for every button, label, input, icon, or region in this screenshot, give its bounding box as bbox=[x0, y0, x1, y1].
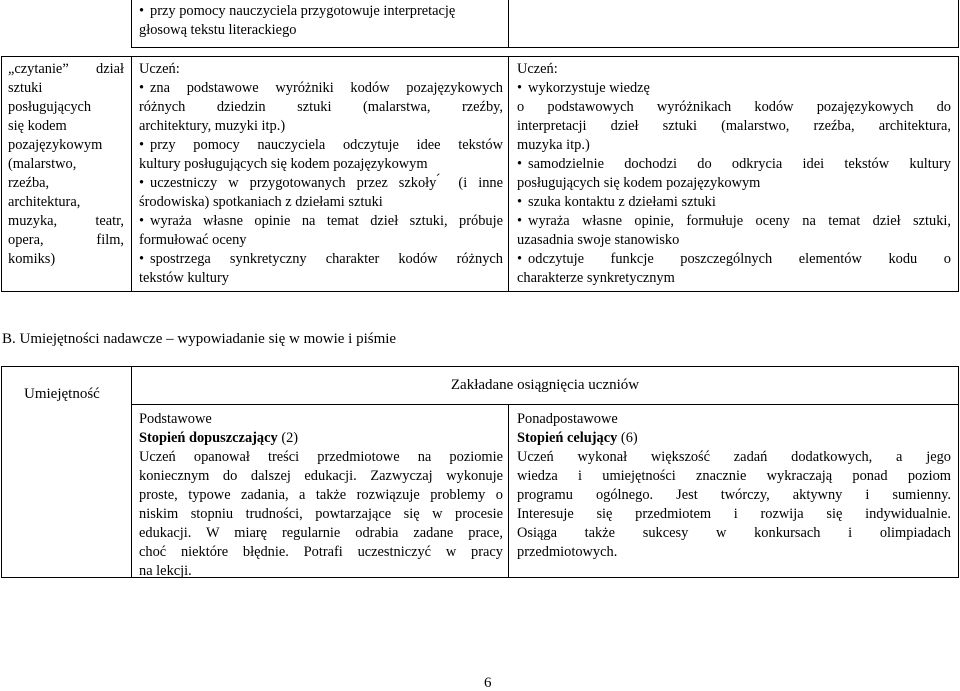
col2-line: tekstów kultury bbox=[139, 270, 229, 286]
right-grade-number: (6) bbox=[617, 430, 638, 446]
right-line: Uczeń wykonał większość zadań dodatkowych, a jego bbox=[517, 449, 951, 465]
left-grade-name: Stopień dopuszczający bbox=[139, 430, 278, 446]
col1-line: sztuki bbox=[8, 80, 43, 96]
col1-line: architektura, bbox=[8, 194, 81, 210]
left-line: Uczeń opanował treści przedmiotowe na poziomie bbox=[139, 449, 503, 465]
col2-bullet: • spostrzega synkretyczny charakter kodów różnych bbox=[139, 250, 503, 269]
col1-line: „czytanie” dział bbox=[8, 61, 124, 77]
page-number: 6 bbox=[484, 675, 492, 691]
col1-line: komiks) bbox=[8, 251, 56, 267]
col3-line: muzyka itp.) bbox=[517, 137, 590, 153]
right-line: Interesuje się przedmiotem i rozwija się indywidualnie. bbox=[517, 506, 951, 522]
col1-line: rzeźba, bbox=[8, 175, 50, 191]
right-level: Ponadpostawowe bbox=[517, 411, 618, 427]
col3-line: charakterze synkretycznym bbox=[517, 270, 675, 286]
col1-line: pozajęzykowym bbox=[8, 137, 103, 153]
table-b-col1-header: Umiejętność bbox=[24, 386, 100, 402]
col3-bullet: • odczytuje funkcje poszczególnych elementów kodu o bbox=[517, 250, 951, 269]
table-b-col23-header: Zakładane osiągnięcia uczniów bbox=[450, 377, 640, 393]
right-line: przedmiotowych. bbox=[517, 544, 618, 560]
col2-bullet: • zna podstawowe wyróżniki kodów pozajęzykowych bbox=[139, 79, 503, 98]
right-grade bbox=[517, 429, 638, 448]
col2-line: kultury posługujących się kodem pozajęzykowym bbox=[139, 156, 428, 172]
col3-line: posługujących się kodem pozajęzykowym bbox=[517, 175, 761, 191]
col2-line: architektury, muzyki itp.) bbox=[139, 118, 286, 134]
left-grade-number: (2) bbox=[277, 430, 299, 446]
left-line: niskim stopniu trudności, powtarzające się w procesie bbox=[139, 506, 503, 522]
left-line: proste, typowe zadania, a także rozwiązuje problemy o bbox=[139, 487, 503, 503]
col3-bullet: • samodzielnie dochodzi do odkrycia idei tekstów kultury bbox=[517, 155, 951, 174]
col3-line: o podstawowych wyróżnikach kodów pozajęzykowych do bbox=[517, 99, 951, 115]
col2-header: Uczeń: bbox=[139, 61, 180, 77]
right-line: programu ogólnego. Jest twórczy, aktywny i sumienny. bbox=[517, 487, 951, 503]
col3-bullet: • wyraża własne opinie, formułuje oceny na temat dzieł sztuki, bbox=[517, 212, 951, 231]
col3-line: interpretacji dzieł sztuki (malarstwo, rzeźba, architektura, bbox=[517, 118, 951, 134]
col1-line: się kodem bbox=[8, 118, 67, 134]
col2-line: formułować oceny bbox=[139, 232, 247, 248]
col1-line: muzyka, teatr, bbox=[8, 213, 124, 229]
col2-line: środowiska) spotkaniach z dziełami sztuki bbox=[139, 194, 383, 210]
right-line: wiedza i umiejętności znacznie wykraczają ponad poziom bbox=[517, 468, 951, 484]
section-b-title: B. Umiejętności nadawcze – wypowiadanie się w mowie i piśmie bbox=[2, 331, 397, 347]
col2-bullet: • uczestniczy w przygotowanych przez szkoły ́ (i inne bbox=[139, 174, 503, 193]
top-table-right-cell bbox=[508, 0, 959, 48]
col3-bullet: • szuka kontaktu z dziełami sztuki bbox=[517, 193, 716, 212]
col1-line: posługujących bbox=[8, 99, 92, 115]
col3-line: uzasadnia swoje stanowisko bbox=[517, 232, 680, 248]
col3-bullet: • wykorzystuje wiedzę bbox=[517, 79, 650, 98]
col3-header: Uczeń: bbox=[517, 61, 558, 77]
right-line: Osiąga także sukcesy w konkursach i olimpiadach bbox=[517, 525, 951, 541]
right-grade-name: Stopień celujący bbox=[517, 430, 618, 446]
left-line: edukacji. W miarę regularnie odrabia zadane prace, bbox=[139, 525, 503, 541]
top-line-2: głosową tekstu literackiego bbox=[139, 22, 297, 38]
top-bullet-line-1: • przy pomocy nauczyciela przygotowuje interpretację bbox=[139, 2, 455, 21]
left-level: Podstawowe bbox=[139, 411, 212, 427]
left-line: na lekcji. bbox=[139, 563, 192, 579]
col1-line: opera, film, bbox=[8, 232, 124, 248]
left-line: koniecznym do dalszej edukacji. Zazwyczaj wykonuje bbox=[139, 468, 503, 484]
col2-bullet: • wyraża własne opinie na temat dzieł sztuki, próbuje bbox=[139, 212, 503, 231]
col1-line: (malarstwo, bbox=[8, 156, 77, 172]
col2-bullet: • przy pomocy nauczyciela odczytuje idee tekstów bbox=[139, 136, 503, 155]
col2-line: różnych dziedzin sztuki (malarstwa, rzeźby, bbox=[139, 99, 503, 115]
left-line: choć niektóre błędnie. Potrafi uczestniczyć w pracy bbox=[139, 544, 503, 560]
left-grade bbox=[139, 429, 298, 448]
